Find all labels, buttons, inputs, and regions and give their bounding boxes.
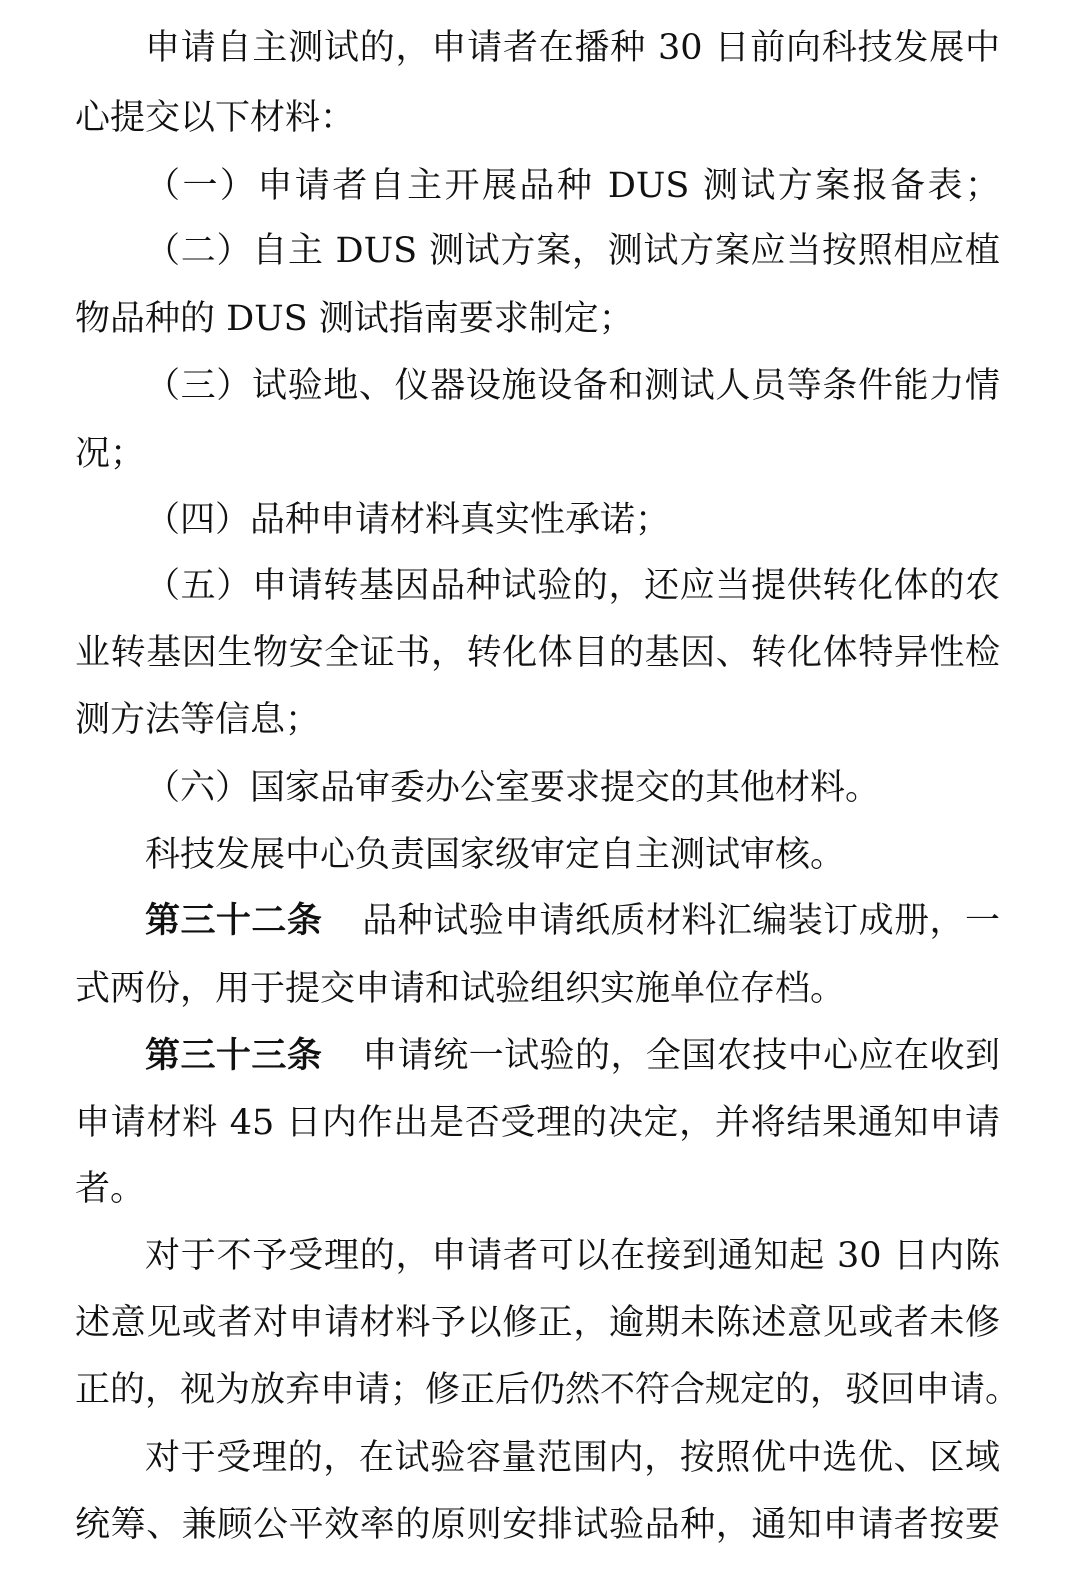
text-line: 对于不予受理的，申请者可以在接到通知起 30 日内陈 — [145, 1236, 1000, 1276]
text-line: （三）试验地、仪器设施设备和测试人员等条件能力情 — [145, 366, 1000, 406]
article-32-line — [145, 891, 1000, 951]
text-line: 对于受理的，在试验容量范围内，按照优中选优、区域 — [145, 1438, 1000, 1478]
text-line: 式两份，用于提交申请和试验组织实施单位存档。 — [75, 969, 846, 1009]
text-line: 统筹、兼顾公平效率的原则安排试验品种，通知申请者按要 — [75, 1505, 1000, 1545]
article-33-line — [145, 1026, 1000, 1086]
text-line: 科技发展中心负责国家级审定自主测试审核。 — [145, 835, 846, 875]
text-span: 申请统一试验的，全国农技中心应在收到 — [362, 1036, 1000, 1076]
article-32-heading: 第三十二条 — [145, 901, 323, 941]
text-line: 业转基因生物安全证书，转化体目的基因、转化体特异性检 — [75, 633, 1000, 673]
text-line: （一）申请者自主开展品种 DUS 测试方案报备表； — [145, 166, 1000, 206]
text-line: 况； — [75, 434, 146, 474]
text-line: 心提交以下材料： — [75, 98, 356, 138]
text-line: 申请自主测试的，申请者在播种 30 日前向科技发展中 — [145, 28, 1000, 68]
text-line: 述意见或者对申请材料予以修正，逾期未陈述意见或者未修 — [75, 1303, 1000, 1343]
text-line: 者。 — [75, 1169, 146, 1209]
article-33-heading: 第三十三条 — [145, 1036, 323, 1076]
text-line: 申请材料 45 日内作出是否受理的决定，并将结果通知申请 — [75, 1103, 1000, 1143]
text-line: （六）国家品审委办公室要求提交的其他材料。 — [145, 768, 881, 808]
text-line: （四）品种申请材料真实性承诺； — [145, 500, 671, 540]
text-line: （五）申请转基因品种试验的，还应当提供转化体的农 — [145, 566, 1000, 606]
text-line: 测方法等信息； — [75, 700, 321, 740]
text-line: （二）自主 DUS 测试方案，测试方案应当按照相应植 — [145, 231, 1000, 271]
text-line: 正的，视为放弃申请；修正后仍然不符合规定的，驳回申请。 — [75, 1370, 1021, 1410]
text-line: 物品种的 DUS 测试指南要求制定； — [75, 299, 634, 339]
text-span: 品种试验申请纸质材料汇编装订成册，一 — [362, 901, 1000, 941]
